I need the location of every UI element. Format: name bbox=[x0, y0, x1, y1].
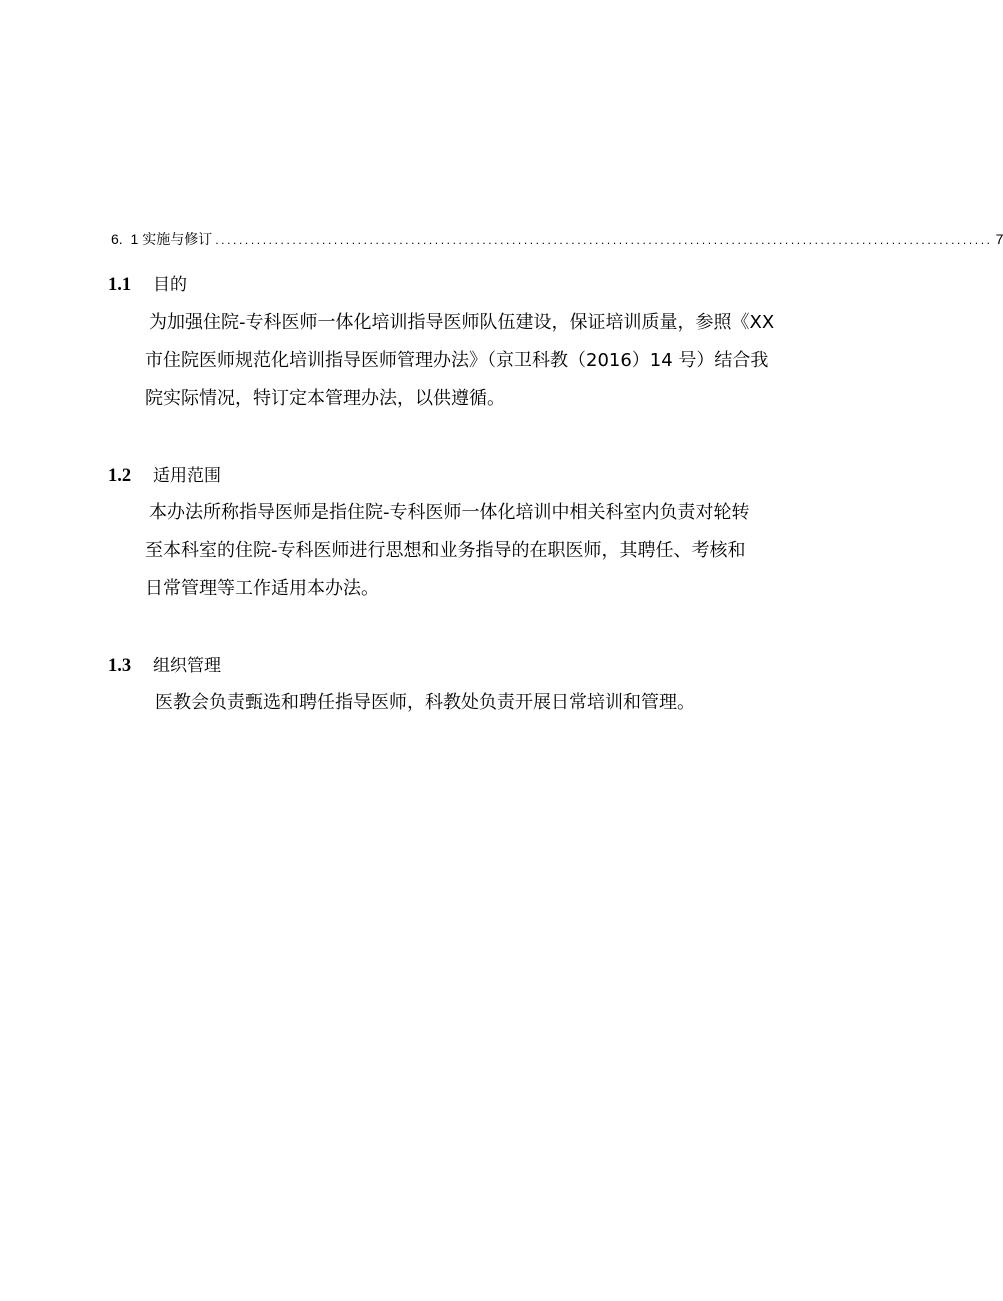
section-paragraph-organization bbox=[145, 684, 845, 722]
section-number: 1.3 bbox=[108, 656, 132, 676]
section-paragraph-scope bbox=[145, 494, 845, 608]
section-title: 适用范围 bbox=[153, 466, 221, 486]
paragraph-line: 院实际情况，特订定本管理办法，以供遵循。 bbox=[145, 388, 505, 409]
section-title: 组织管理 bbox=[153, 656, 221, 676]
paragraph-line: 医教会负责甄选和聘任指导医师，科教处负责开展日常培训和管理。 bbox=[155, 692, 695, 713]
paragraph-line: 日常管理等工作适用本办法。 bbox=[145, 578, 379, 599]
toc-entry-number: 6. 1 bbox=[111, 231, 139, 247]
section-heading-purpose bbox=[108, 270, 187, 296]
paragraph-line: 市住院医师规范化培训指导医师管理办法》（京卫科教（2016）14 号）结合我 bbox=[145, 350, 769, 371]
paragraph-line: 至本科室的住院-专科医师进行思想和业务指导的在职医师，其聘任、考核和 bbox=[145, 540, 746, 561]
toc-entry-page: 7 bbox=[995, 231, 1003, 247]
paragraph-line: 本办法所称指导医师是指住院-专科医师一体化培训中相关科室内负责对轮转 bbox=[149, 502, 750, 523]
toc-dot-leader: ................................................................................................................................... bbox=[215, 233, 993, 247]
section-heading-scope bbox=[108, 461, 221, 487]
toc-entry[interactable] bbox=[111, 229, 1003, 249]
section-paragraph-purpose bbox=[145, 304, 845, 418]
section-number: 1.1 bbox=[108, 275, 132, 295]
section-number: 1.2 bbox=[108, 466, 132, 486]
section-title: 目的 bbox=[153, 275, 187, 295]
section-heading-organization bbox=[108, 651, 221, 677]
paragraph-line: 为加强住院-专科医师一体化培训指导医师队伍建设，保证培训质量，参照《XX bbox=[149, 312, 775, 333]
toc-entry-title: 实施与修订 bbox=[142, 231, 213, 247]
